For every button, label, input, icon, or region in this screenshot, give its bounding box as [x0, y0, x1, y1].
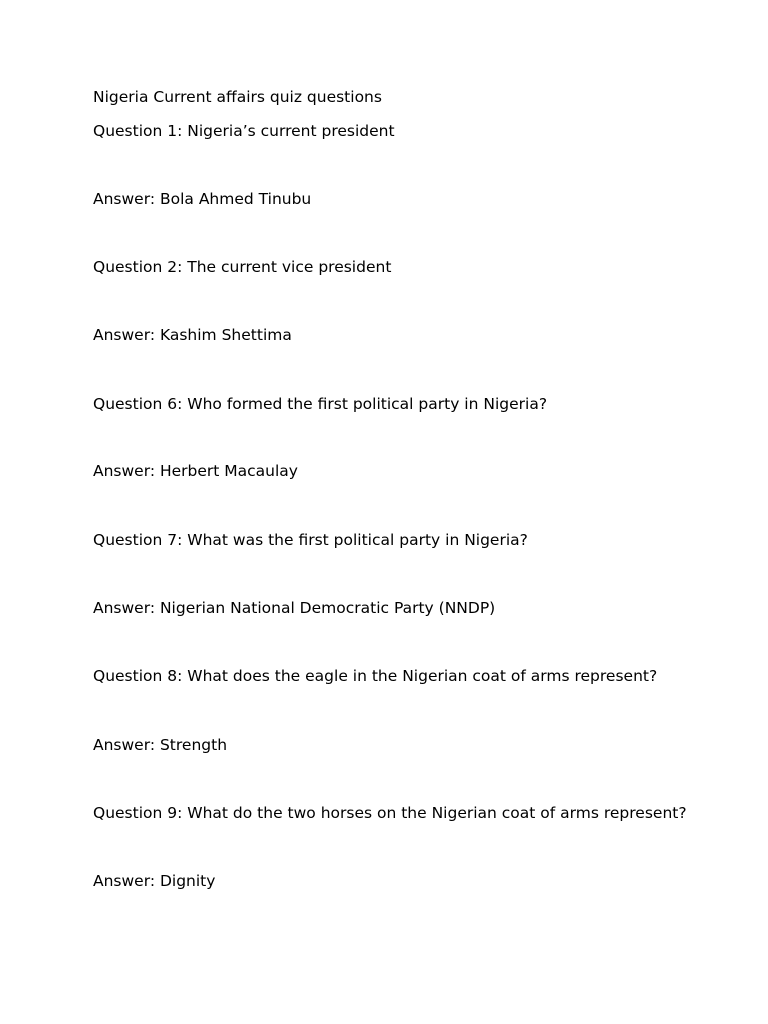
question-2: Question 2: The current vice president: [93, 258, 392, 276]
document-title: Nigeria Current affairs quiz questions: [93, 88, 382, 106]
answer-2: Answer: Kashim Shettima: [93, 326, 292, 344]
question-8: Question 8: What does the eagle in the Nigerian coat of arms represent?: [93, 667, 658, 685]
answer-9: Answer: Dignity: [93, 872, 216, 890]
question-7: Question 7: What was the first political party in Nigeria?: [93, 531, 528, 549]
answer-8: Answer: Strength: [93, 736, 228, 754]
question-1: Question 1: Nigeria’s current president: [93, 122, 395, 140]
answer-6: Answer: Herbert Macaulay: [93, 462, 298, 480]
answer-7: Answer: Nigerian National Democratic Party (NNDP): [93, 599, 496, 617]
question-9: Question 9: What do the two horses on the Nigerian coat of arms represent?: [93, 804, 687, 822]
answer-1: Answer: Bola Ahmed Tinubu: [93, 190, 312, 208]
question-6: Question 6: Who formed the first political party in Nigeria?: [93, 395, 548, 413]
